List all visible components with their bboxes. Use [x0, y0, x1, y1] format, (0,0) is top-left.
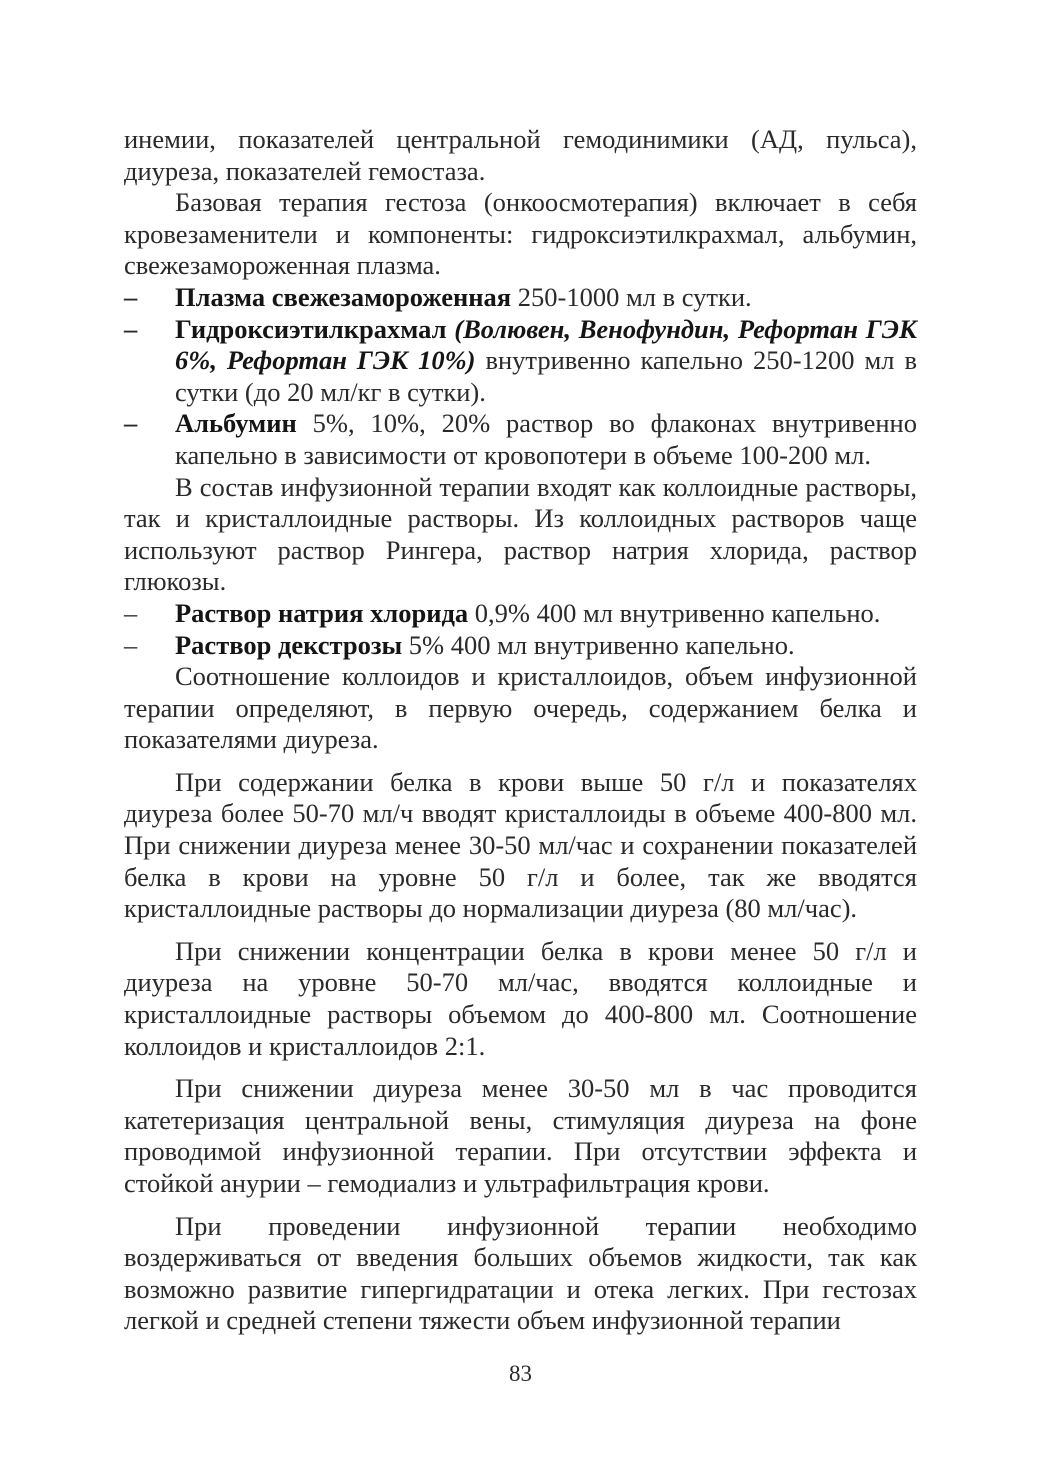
list-colloids [124, 282, 917, 472]
paragraph-infusion-composition: В состав инфузионной терапии входят как коллоидные растворы, так и кристаллоидные растворы. Из коллоидных растворов чаще используют раствор Рингера, раствор натрия хлорида, раствор глюкозы. [124, 471, 917, 597]
paragraph-protein-high: При содержании белка в крови выше 50 г/л и показателях диуреза более 50-70 мл/ч вводят кристаллоиды в объеме 400-800 мл. При снижении диуреза менее 30-50 мл/час и сохранении показателей белка в крови на уровне 50 г/л и более, так же вводятся кристаллоидные растворы до нормализации диуреза (80 мл/час). [124, 766, 917, 924]
paragraph-low-diuresis: При снижении диуреза менее 30-50 мл в час проводится катетеризация центральной вены, стимуляция диуреза на фоне проводимой инфузионной терапии. При отсутствии эффекта и стойкой анурии – гемодиализ и ультрафильтрация крови. [124, 1073, 917, 1198]
list-item-dextrose [124, 630, 917, 662]
paragraph-base-therapy: Базовая терапия гестоза (онкоосмотерапия) включает в себя кровезаменители и компоненты: гидроксиэтилкрахмал, альбумин, свежезамороженная плазма. [124, 187, 917, 281]
dash-marker: – [124, 313, 138, 344]
dash-marker: – [124, 281, 138, 312]
paragraph-caution: При проведении инфузионной терапии необходимо воздерживаться от введения больших объемов жидкости, так как возможно развитие гипергидратации и отека легких. При гестозах легкой и средней степени тяжести объем инфузионной терапии [124, 1210, 917, 1336]
drug-dose: 5%, 10%, 20% раствор во флаконах внутривенно капельно в зависимости от кровопотери в объеме 100-200 мл. [175, 408, 917, 470]
paragraph-protein-low: При снижении концентрации белка в крови менее 50 г/л и диуреза на уровне 50-70 мл/час, вводятся коллоидные и кристаллоидные растворы объемом до 400-800 мл. Соотношение коллоидов и кристаллоидов 2:1. [124, 935, 917, 1061]
list-crystalloids [124, 598, 917, 661]
drug-dose: 250-1000 мл в сутки. [511, 281, 752, 312]
list-item-sodium-chloride [124, 598, 917, 630]
list-item-hes [124, 314, 917, 409]
dash-marker: – [124, 629, 138, 660]
drug-name: Плазма свежезамороженная [175, 281, 512, 312]
drug-dose: внутривенно капельно 250-1200 мл в сутки (до 20 мл/кг в сутки). [175, 345, 917, 407]
drug-name: Альбумин [175, 408, 297, 439]
list-item-albumin [124, 408, 917, 471]
page-number: 83 [509, 1361, 532, 1386]
drug-name: Раствор натрия хлорида [175, 597, 469, 628]
drug-name: Раствор декстрозы [175, 629, 403, 660]
drug-brands: (Волювен, Венофундин, Рефортан ГЭК 6%, Рефортан ГЭК 10%) [175, 313, 917, 376]
paragraph-continuation: инемии, показателей центральной гемодинимики (АД, пульса), диуреза, показателей гемостаза. [124, 124, 917, 186]
page-body [124, 124, 917, 1337]
drug-dose: 0,9% 400 мл внутривенно капельно. [468, 597, 881, 628]
dash-marker: – [124, 597, 138, 628]
dash-marker: – [124, 408, 138, 439]
drug-name: Гидроксиэтилкрахмал [175, 313, 447, 344]
paragraph-ratio: Соотношение коллоидов и кристаллоидов, объем инфузионной терапии определяют, в первую очередь, содержанием белка и показателями диуреза. [124, 661, 917, 755]
drug-dose: 5% 400 мл внутривенно капельно. [402, 629, 795, 660]
list-item-plasma [124, 282, 917, 314]
